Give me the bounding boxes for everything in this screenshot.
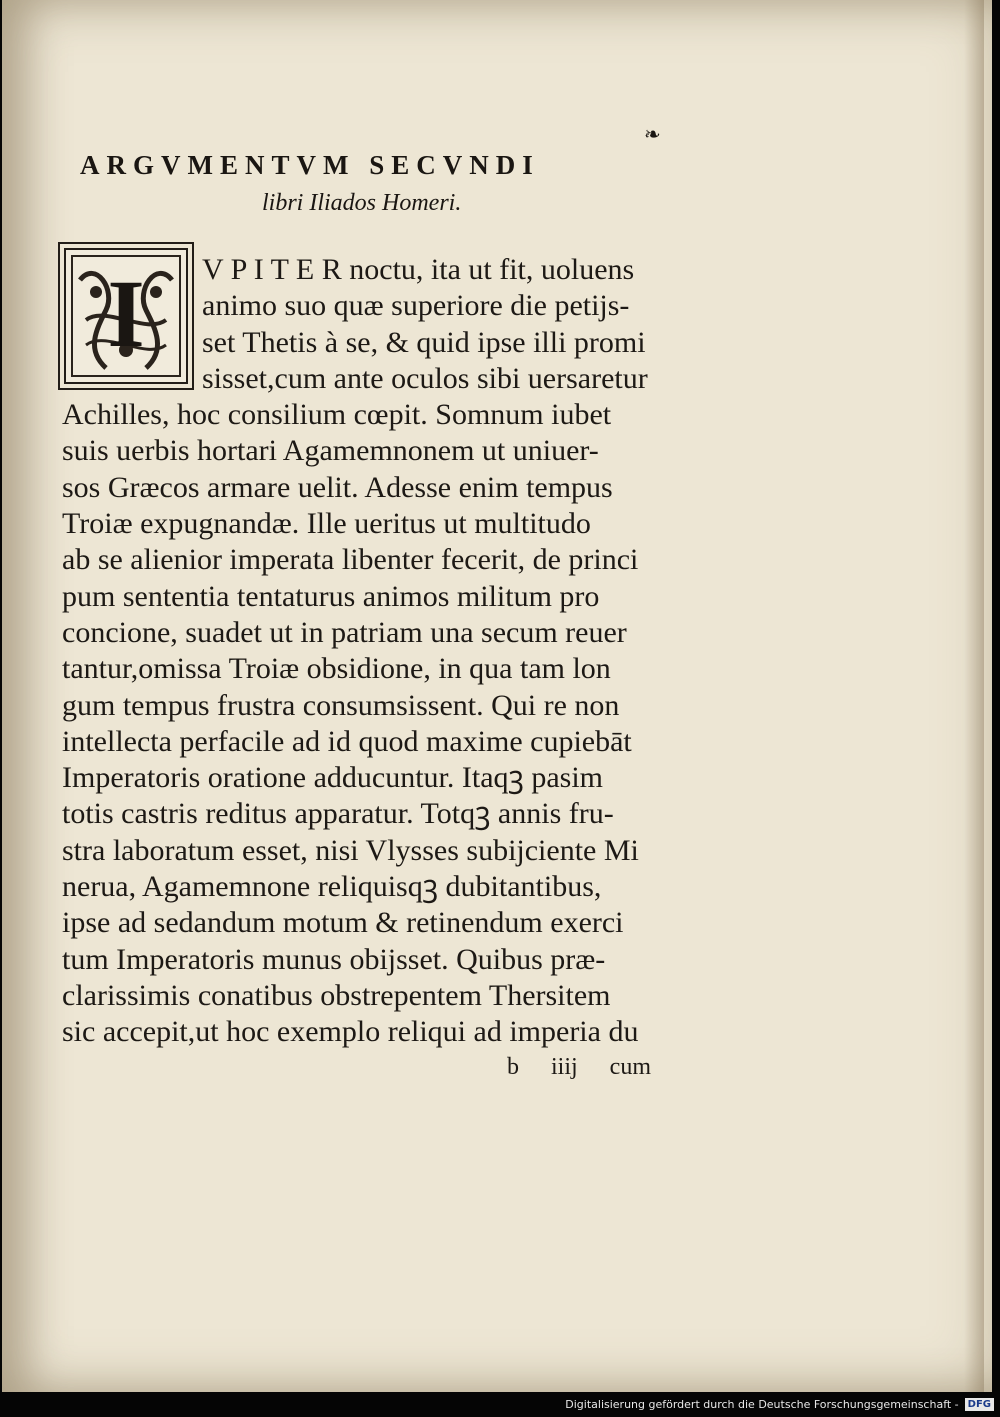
page-mark-ornament: ❧ — [644, 122, 661, 146]
chapter-heading: ARGVMENTVM SECVNDI — [80, 150, 540, 180]
text-line: Achilles, hoc consilium cœpit. Somnum iubet — [62, 398, 612, 432]
text-line: ipse ad sedandum motum & retinendum exerci — [62, 906, 624, 940]
text-line: nerua, Agamemnone reliquisqꝫ dubitantibus, — [62, 870, 602, 904]
text-line: animo suo quæ superiore die petijs- — [202, 289, 630, 323]
credit-text: Digitalisierung gefördert durch die Deutsche Forschungsgemeinschaft - — [565, 1397, 959, 1411]
text-line: sisset,cum ante oculos sibi uersaretur — [202, 361, 648, 395]
signature-number: iiij — [551, 1054, 578, 1080]
text-line: Troiæ expugnandæ. Ille ueritus ut multitudo — [62, 507, 591, 541]
book-page — [2, 0, 992, 1392]
text-line: stra laboratum esset, nisi Vlysses subijciente Mi — [62, 833, 639, 867]
text-line: gum tempus frustra consumsissent. Qui re non — [62, 688, 620, 722]
text-line: sic accepit,ut hoc exemplo reliqui ad imperia du — [62, 1015, 639, 1049]
text-line: tantur,omissa Troiæ obsidione, in qua tam lon — [62, 652, 611, 686]
text-line: suis uerbis hortari Agamemnonem ut uniuer- — [62, 434, 599, 468]
text-line: sos Græcos armare uelit. Adesse enim tempus — [62, 470, 613, 504]
text-line: set Thetis à se, & quid ipse illi promi — [202, 325, 646, 359]
text-line: Imperatoris oratione adducuntur. Itaqꝫ pasim — [62, 761, 604, 795]
chapter-subheading: libri Iliados Homeri. — [262, 190, 462, 216]
signature-line — [507, 1054, 667, 1081]
text-line: V P I T E R noctu, ita ut fit, uoluens — [202, 253, 635, 286]
text-line: intellecta perfacile ad id quod maxime cupiebāt — [62, 724, 632, 758]
page-edge-shadow — [964, 0, 984, 1392]
digitization-credit — [565, 1395, 994, 1413]
text-line: concione, suadet ut in patriam una secum reuer — [62, 615, 627, 649]
text-line: pum sententia tentaturus animos militum pro — [62, 579, 600, 613]
dfg-logo: DFG — [965, 1398, 994, 1411]
catchword: cum — [609, 1054, 651, 1080]
signature-letter: b — [507, 1054, 519, 1080]
text-line: tum Imperatoris munus obijsset. Quibus præ- — [62, 942, 606, 976]
body-text — [62, 252, 682, 1051]
text-line: clarissimis conatibus obstrepentem Thersitem — [62, 978, 611, 1012]
text-line: ab se alienior imperata libenter fecerit, de princi — [62, 543, 639, 577]
text-line: totis castris reditus apparatur. Totqꝫ annis fru- — [62, 797, 614, 831]
svg-text:I: I — [107, 260, 145, 367]
